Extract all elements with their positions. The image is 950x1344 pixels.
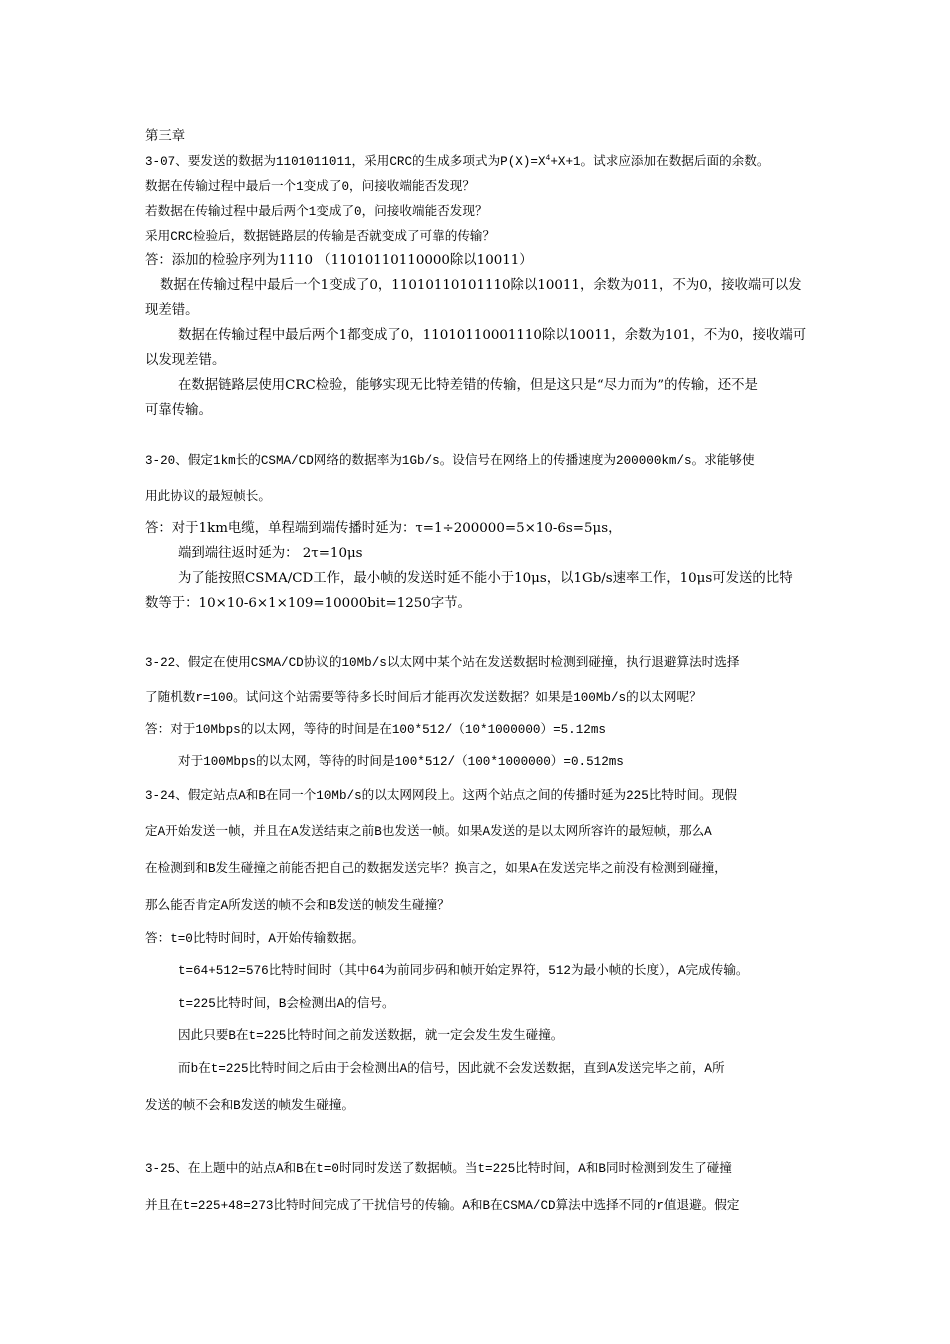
question-3-25-line-1: 3-25、在上题中的站点A和B在t=0时同时发送了数据帧。当t=225比特时间，A和B同时检测到发生了碰撞 [145,1162,732,1176]
answer-3-07-line-1: 答：添加的检验序列为1110 （11010110110000除以10011） [145,253,533,268]
answer-3-22-line-2: 对于100Mbps的以太网，等待的时间是100*512/（100*1000000）=0.512ms [178,755,624,769]
chapter-title: 第三章 [145,129,186,144]
question-3-24-line-2: 定A开始发送一帧，并且在A发送结束之前B也发送一帧。如果A发送的是以太网所容许的最短帧，那么A [145,825,712,839]
answer-3-07-line-2: 数据在传输过程中最后一个1变成了0，11010110101110除以10011，余数为011，不为0，接收端可以发 [160,278,802,293]
question-3-07-line-3: 若数据在传输过程中最后两个1变成了0，问接收端能否发现？ [145,205,488,219]
answer-3-24-line-2: t=64+512=576比特时间时（其中64为前同步码和帧开始定界符，512为最小帧的长度），A完成传输。 [178,964,749,978]
question-3-07-exponent: 4 [545,154,551,163]
answer-3-20-line-1: 答：对于1km电缆，单程端到端传播时延为：τ=1÷200000=5×10-6s=5μs， [145,521,622,536]
answer-3-24-line-5: 而b在t=225比特时间之后由于会检测出A的信号，因此就不会发送数据，直到A发送完毕之前，A所 [178,1062,725,1076]
question-3-07-line-2: 数据在传输过程中最后一个1变成了0，问接收端能否发现？ [145,180,475,194]
question-3-07 [145,153,769,171]
answer-3-24-line-3: t=225比特时间，B会检测出A的信号。 [178,997,395,1011]
answer-3-07-line-5: 以发现差错。 [145,353,226,368]
question-3-24-line-4: 那么能否肯定A所发送的帧不会和B发送的帧发生碰撞？ [145,899,450,913]
answer-3-20-line-2: 端到端往返时延为： 2τ=10μs [178,546,363,561]
answer-3-07-line-3: 现差错。 [145,303,199,318]
answer-3-07-line-6: 在数据链路层使用CRC检验，能够实现无比特差错的传输，但是这只是“尽力而为”的传输，还不是 [178,378,758,393]
answer-3-07-line-7: 可靠传输。 [145,403,212,418]
question-3-24-line-3: 在检测到和B发生碰撞之前能否把自己的数据发送完毕？换言之，如果A在发送完毕之前没有检测到碰撞， [145,862,727,876]
question-3-07-text-a: 3-07、要发送的数据为1101011011，采用CRC的生成多项式为P(X)=X [145,155,546,169]
answer-3-24-line-1: 答：t=0比特时间时，A开始传输数据。 [145,932,365,946]
question-3-22-line-1: 3-22、假定在使用CSMA/CD协议的10Mb/s以太网中某个站在发送数据时检测到碰撞，执行退避算法时选择 [145,656,740,670]
answer-3-07-line-4: 数据在传输过程中最后两个1都变成了0，11010110001110除以10011，余数为101，不为0，接收端可 [178,328,807,343]
question-3-22-line-2: 了随机数r=100。试问这个站需要等待多长时间后才能再次发送数据？如果是100Mb/s的以太网呢？ [145,691,702,705]
answer-3-22-line-1: 答：对于10Mbps的以太网，等待的时间是在100*512/（10*1000000）=5.12ms [145,723,606,737]
answer-3-24-line-6: 发送的帧不会和B发送的帧发生碰撞。 [145,1099,355,1113]
question-3-07-text-b: +X+1。试求应添加在数据后面的余数。 [550,155,770,169]
question-3-20-line-1: 3-20、假定1km长的CSMA/CD网络的数据率为1Gb/s。设信号在网络上的传播速度为200000km/s。求能够使 [145,454,755,468]
answer-3-20-line-3: 为了能按照CSMA/CD工作，最小帧的发送时延不能小于10μs，以1Gb/s速率工作，10μs可发送的比特 [178,571,793,586]
question-3-20-line-2: 用此协议的最短帧长。 [145,490,271,504]
question-3-07-line-4: 采用CRC检验后，数据链路层的传输是否就变成了可靠的传输？ [145,230,496,244]
answer-3-20-line-4: 数等于：10×10-6×1×109=10000bit=1250字节。 [145,596,471,611]
question-3-24-line-1: 3-24、假定站点A和B在同一个10Mb/s的以太网网段上。这两个站点之间的传播时延为225比特时间。现假 [145,789,737,803]
question-3-25-line-2: 并且在t=225+48=273比特时间完成了干扰信号的传输。A和B在CSMA/CD算法中选择不同的r值退避。假定 [145,1199,740,1213]
answer-3-24-line-4: 因此只要B在t=225比特时间之前发送数据，就一定会发生发生碰撞。 [178,1029,564,1043]
